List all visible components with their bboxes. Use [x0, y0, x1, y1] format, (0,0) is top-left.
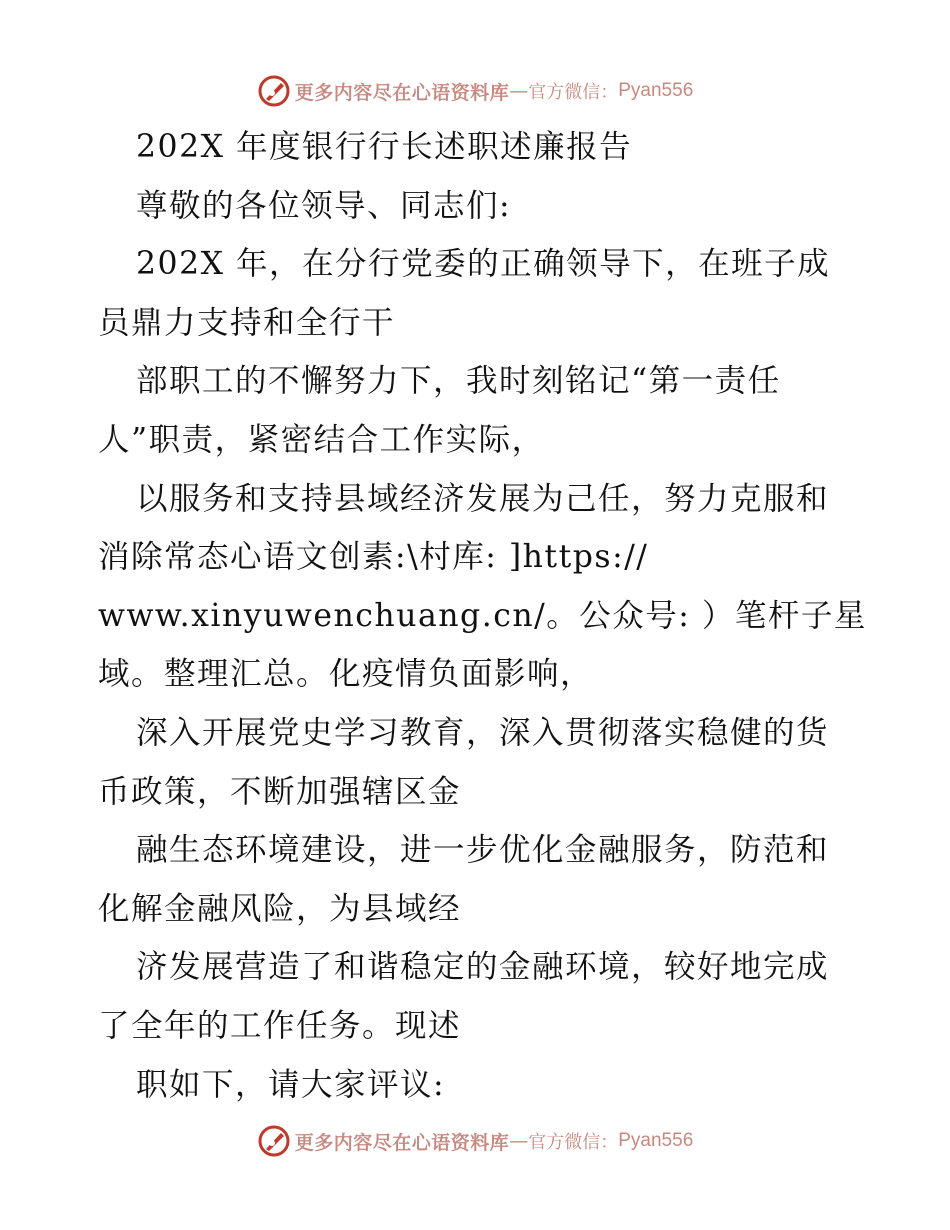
watermark-site-text: 更多内容尽在心语资料库 [294, 1131, 510, 1154]
text-line: 消除常态心语文创素:\村库: ]https:// [98, 539, 649, 576]
salutation: 尊敬的各位领导、同志们: [136, 187, 512, 224]
text-line: 202X 年，在分行党委的正确领导下，在班子成 [136, 246, 831, 283]
watermark-wechat-label: 官方微信： [528, 82, 619, 103]
watermark-wechat-label: 官方微信： [528, 1132, 619, 1153]
watermark-dash: — [509, 1130, 529, 1152]
watermark-site-text: 更多内容尽在心语资料库 [294, 81, 510, 104]
header-watermark [0, 71, 950, 111]
text-line: 员鼎力支持和全行干 [98, 304, 396, 341]
text-line: 币政策，不断加强辖区金 [98, 773, 462, 810]
text-line: 部职工的不懈努力下，我时刻铭记“第一责任 [136, 363, 781, 400]
text-line: 深入开展党史学习教育，深入贯彻落实稳健的货 [136, 714, 830, 751]
text-line: 济发展营造了和谐稳定的金融环境，较好地完成 [136, 949, 830, 986]
text-line: 化解金融风险，为县域经 [98, 890, 462, 927]
watermark-wechat-id: Pyan556 [618, 1130, 694, 1151]
text-line: 域。整理汇总。化疫情负面影响， [98, 656, 594, 693]
document-title: 202X 年度银行行长述职述廉报告 [136, 129, 633, 165]
text-line: 人”职责，紧密结合工作实际， [98, 421, 545, 458]
watermark-dash: — [509, 80, 529, 102]
document-body [98, 118, 898, 1114]
text-line: 了全年的工作任务。现述 [98, 1007, 462, 1044]
footer-watermark [0, 1121, 950, 1161]
quill-pen-logo-icon [257, 74, 291, 108]
quill-pen-logo-icon [257, 1124, 291, 1158]
text-line: www.xinyuwenchuang.cn/。公众号: ）笔杆子星 [98, 597, 867, 634]
text-line: 职如下，请大家评议: [136, 1066, 446, 1103]
text-line: 以服务和支持县域经济发展为己任，努力克服和 [136, 480, 830, 517]
text-line: 融生态环境建设，进一步优化金融服务，防范和 [136, 832, 830, 869]
watermark-wechat-id: Pyan556 [618, 80, 694, 101]
